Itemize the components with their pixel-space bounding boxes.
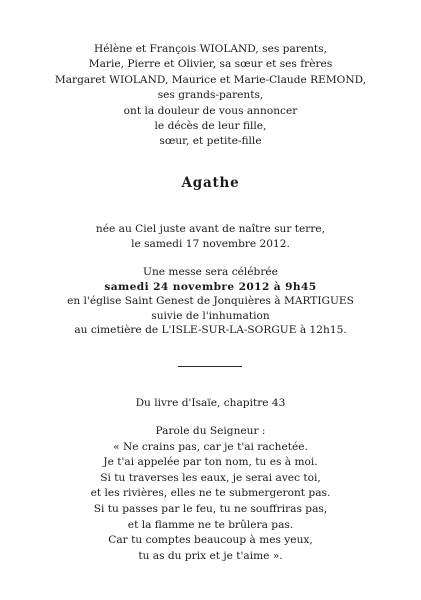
family-line: le décès de leur fille, [154,120,267,133]
birth-line: née au Ciel juste avant de naître sur terre, [95,223,326,235]
family-line: ses grands-parents, [157,89,264,102]
verse-line: Si tu passes par le feu, tu ne souffriras pas, [93,502,328,515]
mass-date: samedi 24 novembre 2012 à 9h45 [104,280,317,293]
verse-line: et les rivières, elles ne te submergeront pas. [90,487,331,500]
name-block [0,176,421,191]
mass-place: en l'église Saint Genest de Jonquières à MARTIGUES [67,295,354,308]
family-line: Marie, Pierre et Olivier, sa sœur et ses frères [88,58,333,71]
verse-line: Si tu traverses les eaux, je serai avec toi, [100,471,321,484]
separator-rule [178,366,242,367]
deceased-name: Agathe [181,175,240,191]
scripture-block [0,424,421,564]
verse-line: et la flamme ne te brûlera pas. [127,518,294,531]
family-block [0,42,421,150]
scripture-source-block [0,396,421,411]
scripture-intro: Parole du Seigneur : [155,425,266,437]
mass-intro: Une messe sera célébrée [143,266,278,278]
burial-place: au cimetière de L'ISLE-SUR-LA-SORGUE à 12h15. [74,324,347,337]
verse-line: tu as du prix et je t'aime ». [138,549,283,562]
ceremony-block [0,265,421,338]
verse-line: Car tu comptes beaucoup à mes yeux, [108,534,313,547]
verse-line: Je t'ai appelée par ton nom, tu es à moi. [103,456,318,469]
family-line: sœur, et petite-fille [159,135,262,148]
birth-line: le samedi 17 novembre 2012. [131,237,290,250]
burial-intro: suivie de l'inhumation [151,309,270,322]
birth-block [0,222,421,251]
scripture-source: Du livre d'Isaïe, chapitre 43 [135,397,286,409]
family-line: ont la douleur de vous annoncer [123,104,298,117]
verse-line: « Ne crains pas, car je t'ai rachetée. [113,440,308,453]
family-line: Hélène et François WIOLAND, ses parents, [94,43,327,55]
family-line: Margaret WIOLAND, Maurice et Marie-Claude REMOND, [54,73,367,86]
